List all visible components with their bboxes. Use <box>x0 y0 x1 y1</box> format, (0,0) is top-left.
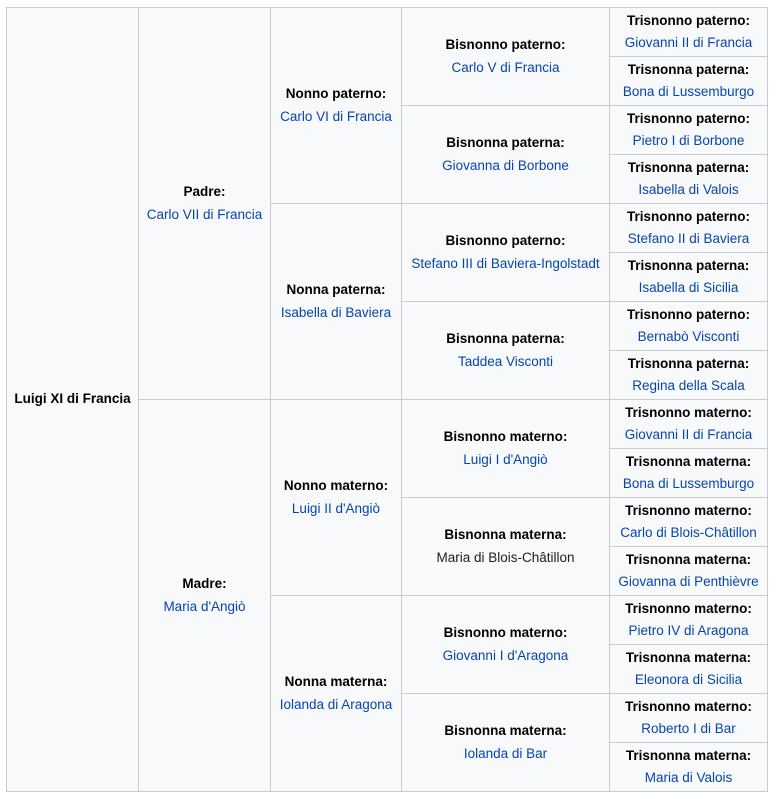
maternal-grandfather-link[interactable]: Luigi II d'Angiò <box>291 500 381 516</box>
great-great-grandparent-link[interactable]: Roberto I di Bar <box>641 721 736 736</box>
maternal-grandfather-role-label: Nonno materno: <box>283 478 389 494</box>
great-grandparent-role-label: Bisnonna materna: <box>444 527 567 543</box>
great-great-grandparent-link[interactable]: Giovanni II di Francia <box>624 427 753 442</box>
great-grandparent-link[interactable]: Giovanni I d'Aragona <box>442 647 569 663</box>
great-grandparent-cell-5 <box>402 400 610 498</box>
great-great-grandparent-role-label: Trisnonna paterna: <box>627 257 750 273</box>
great-grandparent-cell-1 <box>402 8 610 106</box>
great-great-grandparent-link[interactable]: Giovanna di Penthièvre <box>618 574 759 589</box>
great-great-grandparent-role-label: Trisnonna materna: <box>625 453 752 469</box>
great-grandparent-link[interactable]: Carlo V di Francia <box>451 59 560 75</box>
great-grandparent-role-label: Bisnonna paterna: <box>446 331 565 347</box>
maternal-grandfather-cell <box>271 400 402 596</box>
great-great-grandparent-link[interactable]: Eleonora di Sicilia <box>634 672 743 687</box>
great-great-grandparent-link[interactable]: Pietro IV di Aragona <box>628 623 749 638</box>
great-grandparent-role-label: Bisnonno paterno: <box>445 233 566 249</box>
great-great-grandparent-link[interactable]: Pietro I di Borbone <box>632 133 745 148</box>
great-grandparent-role-label: Bisnonno materno: <box>443 625 568 641</box>
great-great-grandparent-cell-2 <box>610 57 768 106</box>
subject-name: Luigi XI di Francia <box>14 391 131 407</box>
paternal-grandfather-link[interactable]: Carlo VI di Francia <box>280 108 392 124</box>
great-great-grandparent-link[interactable]: Regina della Scala <box>632 378 745 393</box>
great-grandparent-role-label: Bisnonno materno: <box>443 429 568 445</box>
great-great-grandparent-cell-5 <box>610 204 768 253</box>
great-grandparent-role-label: Bisnonna paterna: <box>446 135 565 151</box>
great-great-grandparent-cell-14 <box>610 645 768 694</box>
paternal-grandmother-cell <box>271 204 402 400</box>
great-great-grandparent-cell-3 <box>610 106 768 155</box>
great-great-grandparent-cell-9 <box>610 400 768 449</box>
great-great-grandparent-cell-7 <box>610 302 768 351</box>
great-great-grandparent-role-label: Trisnonno materno: <box>625 698 752 714</box>
great-great-grandparent-cell-8 <box>610 351 768 400</box>
pedigree-table <box>6 7 768 792</box>
great-grandparent-link[interactable]: Giovanna di Borbone <box>442 157 569 173</box>
great-great-grandparent-cell-16 <box>610 743 768 792</box>
great-great-grandparent-link[interactable]: Bernabò Visconti <box>637 329 740 344</box>
great-great-grandparent-cell-6 <box>610 253 768 302</box>
great-grandparent-link[interactable]: Taddea Visconti <box>457 353 554 369</box>
great-great-grandparent-cell-10 <box>610 449 768 498</box>
great-grandparent-role-label: Bisnonna materna: <box>444 723 567 739</box>
great-grandparent-cell-4 <box>402 302 610 400</box>
great-great-grandparent-link[interactable]: Isabella di Sicilia <box>638 280 739 295</box>
great-great-grandparent-role-label: Trisnonno materno: <box>625 600 752 616</box>
great-great-grandparent-role-label: Trisnonna paterna: <box>627 355 750 371</box>
great-grandparent-cell-6 <box>402 498 610 596</box>
subject-cell <box>7 8 139 792</box>
great-grandparent-link[interactable]: Luigi I d'Angiò <box>463 451 548 467</box>
paternal-grandmother-link[interactable]: Isabella di Baviera <box>280 304 392 320</box>
father-cell <box>139 8 271 400</box>
great-great-grandparent-role-label: Trisnonno paterno: <box>627 306 750 322</box>
great-grandparent-role-label: Bisnonno paterno: <box>445 37 566 53</box>
maternal-grandmother-cell <box>271 596 402 792</box>
great-great-grandparent-role-label: Trisnonno paterno: <box>627 208 750 224</box>
great-great-grandparent-role-label: Trisnonno paterno: <box>627 110 750 126</box>
great-great-grandparent-link[interactable]: Stefano II di Baviera <box>627 231 750 246</box>
great-great-grandparent-link[interactable]: Giovanni II di Francia <box>624 35 753 50</box>
great-grandparent-cell-8 <box>402 694 610 792</box>
mother-role-label: Madre: <box>182 576 227 592</box>
father-role-label: Padre: <box>183 184 226 200</box>
mother-link[interactable]: Maria d'Angiò <box>163 598 246 614</box>
great-grandparent-link[interactable]: Iolanda di Bar <box>463 745 548 761</box>
great-grandparent-cell-7 <box>402 596 610 694</box>
great-great-grandparent-link[interactable]: Isabella di Valois <box>638 182 739 197</box>
great-great-grandparent-cell-4 <box>610 155 768 204</box>
paternal-grandfather-role-label: Nonno paterno: <box>285 86 387 102</box>
maternal-grandmother-role-label: Nonna materna: <box>284 674 388 690</box>
great-great-grandparent-role-label: Trisnonno paterno: <box>627 12 750 28</box>
great-great-grandparent-role-label: Trisnonna paterna: <box>627 159 750 175</box>
paternal-grandfather-cell <box>271 8 402 204</box>
great-great-grandparent-role-label: Trisnonna paterna: <box>627 61 750 77</box>
great-grandparent-cell-2 <box>402 106 610 204</box>
great-great-grandparent-role-label: Trisnonna materna: <box>625 551 752 567</box>
great-great-grandparent-role-label: Trisnonna materna: <box>625 649 752 665</box>
great-great-grandparent-link[interactable]: Carlo di Blois-Châtillon <box>620 525 757 540</box>
great-great-grandparent-cell-1 <box>610 8 768 57</box>
great-grandparent-link[interactable]: Stefano III di Baviera-Ingolstadt <box>411 255 600 271</box>
mother-cell <box>139 400 271 792</box>
great-great-grandparent-link[interactable]: Maria di Valois <box>644 770 733 785</box>
great-great-grandparent-cell-11 <box>610 498 768 547</box>
great-great-grandparent-role-label: Trisnonna materna: <box>625 747 752 763</box>
great-grandparent-cell-3 <box>402 204 610 302</box>
great-great-grandparent-link[interactable]: Bona di Lussemburgo <box>622 476 755 491</box>
great-great-grandparent-cell-12 <box>610 547 768 596</box>
great-great-grandparent-role-label: Trisnonno materno: <box>625 404 752 420</box>
father-link[interactable]: Carlo VII di Francia <box>146 206 263 222</box>
great-great-grandparent-cell-15 <box>610 694 768 743</box>
great-great-grandparent-link[interactable]: Bona di Lussemburgo <box>622 84 755 99</box>
great-great-grandparent-role-label: Trisnonno materno: <box>625 502 752 518</box>
great-great-grandparent-cell-13 <box>610 596 768 645</box>
paternal-grandmother-role-label: Nonna paterna: <box>286 282 386 298</box>
maternal-grandmother-link[interactable]: Iolanda di Aragona <box>279 696 393 712</box>
great-grandparent-name-unlinked: Maria di Blois-Châtillon <box>436 549 575 565</box>
